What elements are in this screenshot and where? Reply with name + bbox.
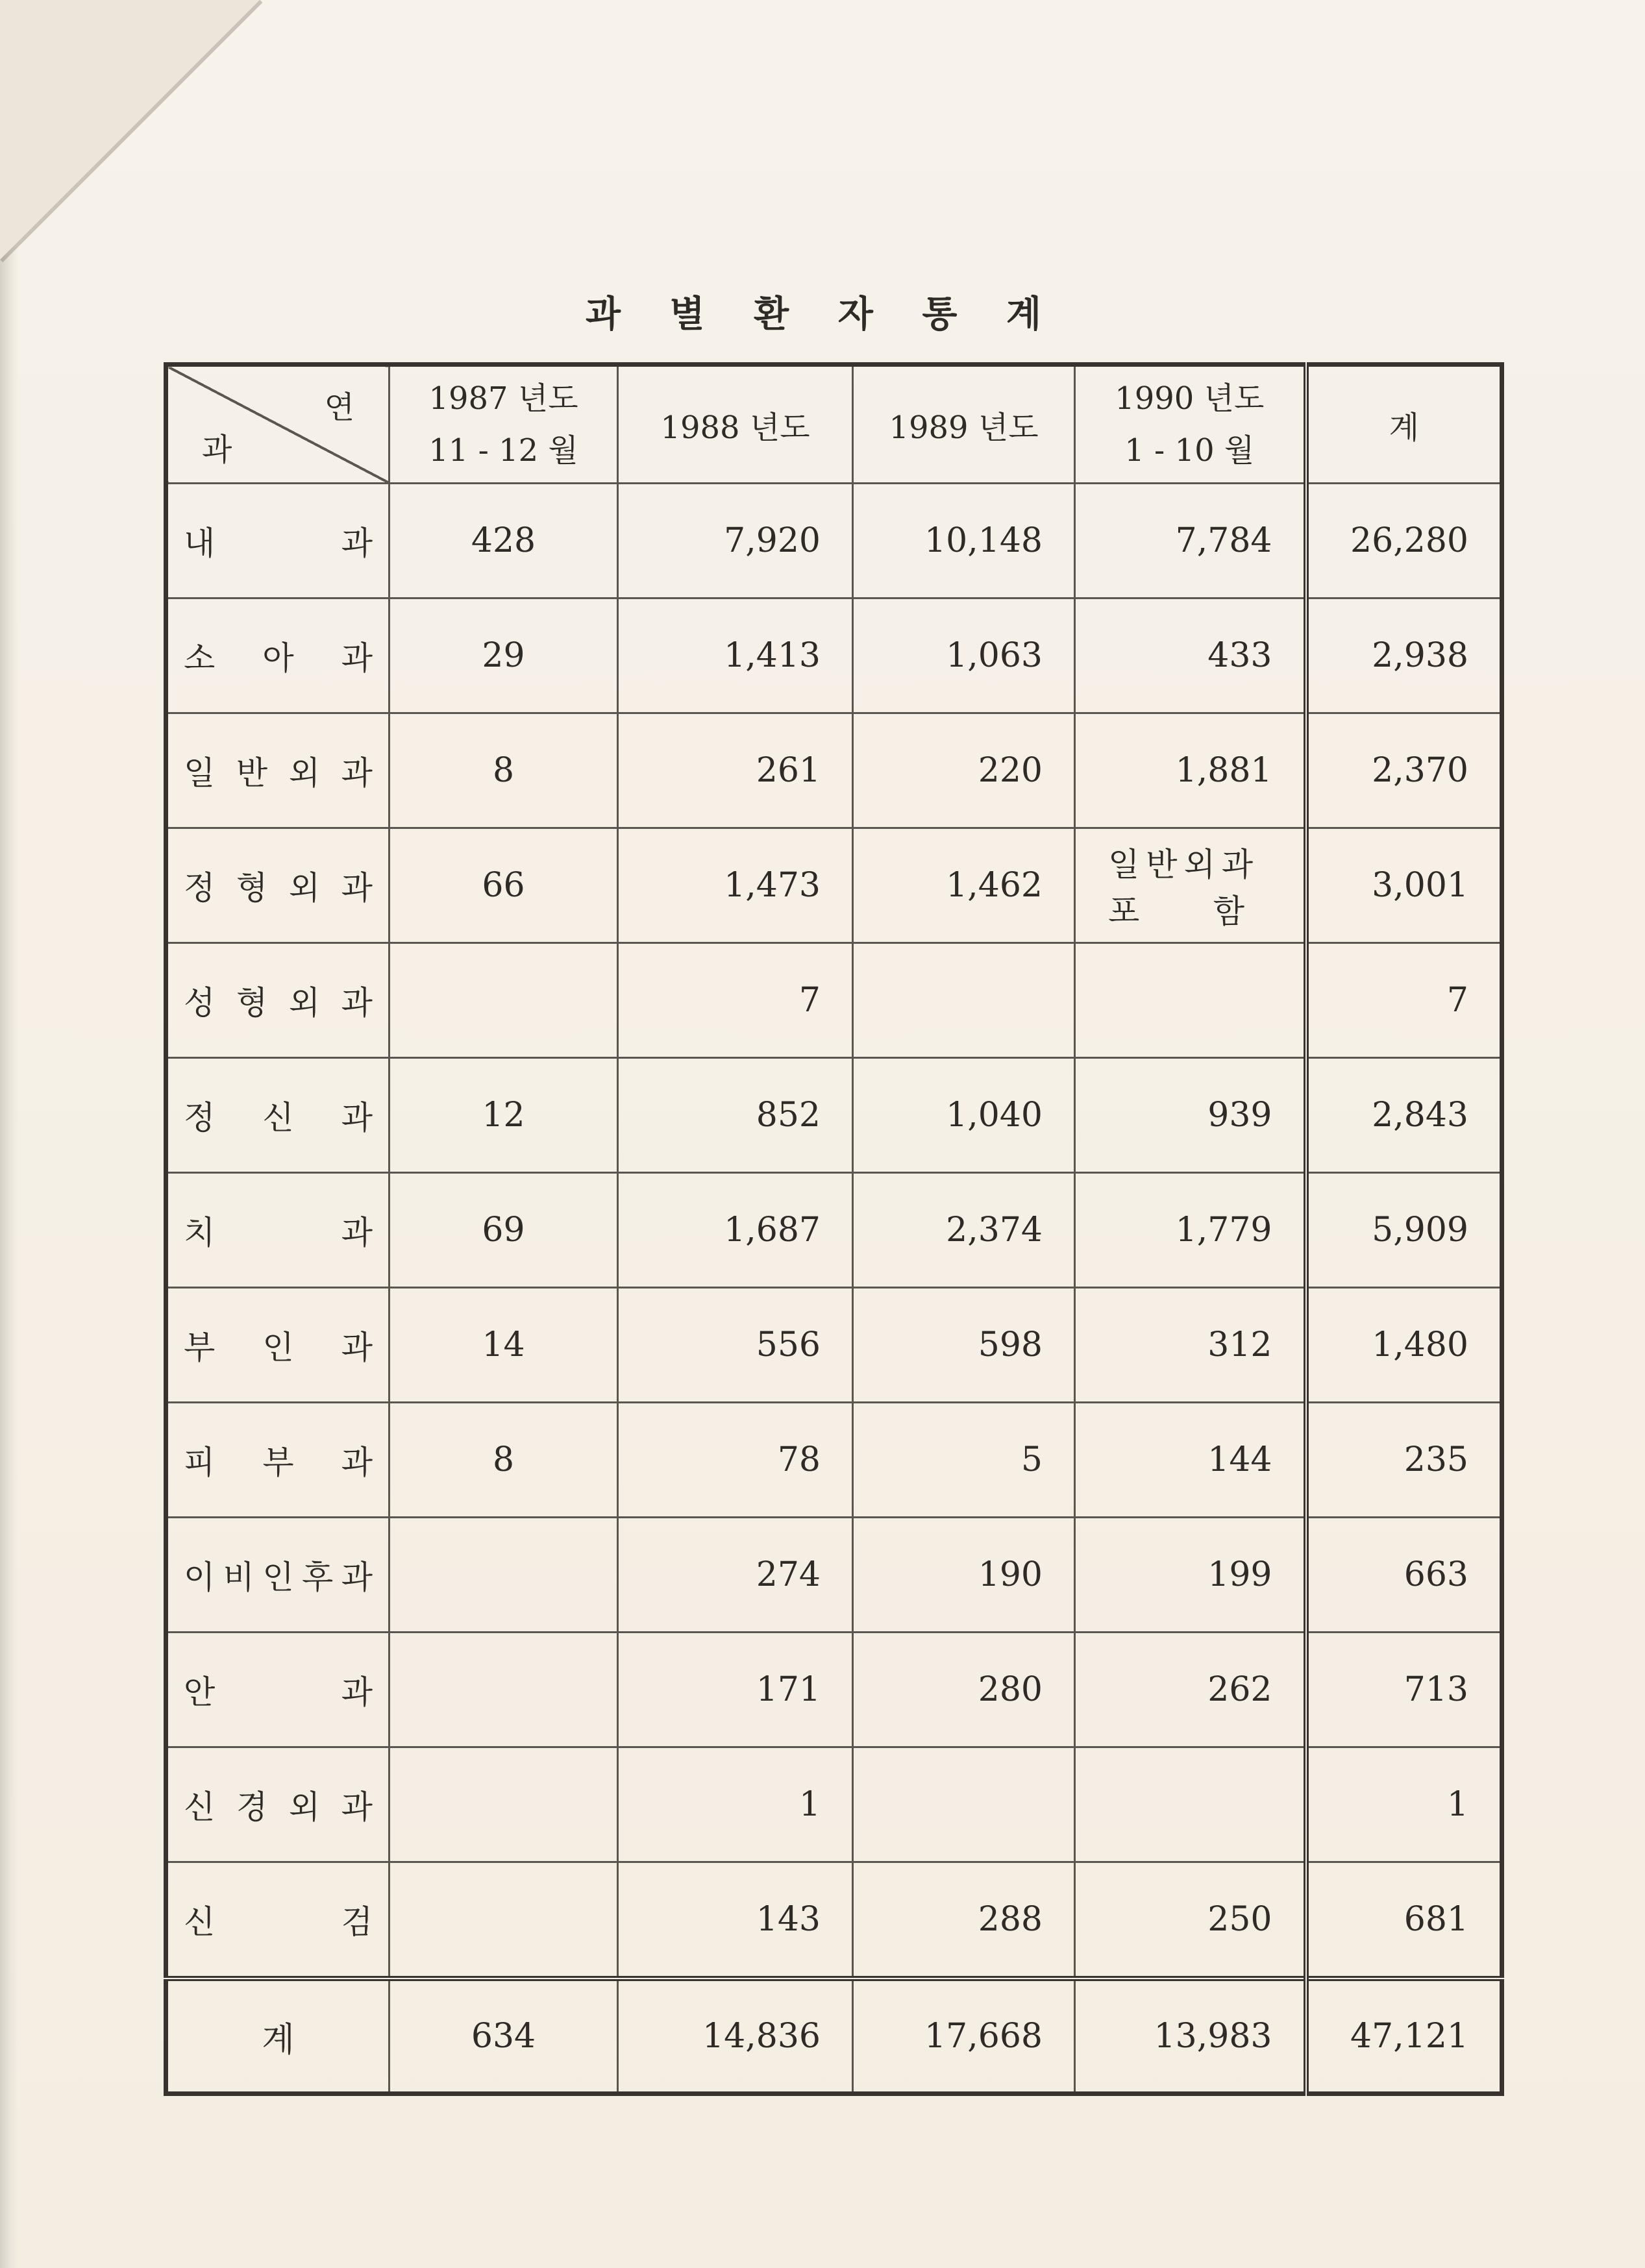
note-char: 포 bbox=[1108, 893, 1140, 930]
value-1989: 1,040 bbox=[853, 1058, 1075, 1173]
header-1990: 1990 년도 1 - 10 월 bbox=[1075, 365, 1306, 484]
dept-char: 형 bbox=[236, 984, 268, 1022]
dept-char: 과 bbox=[341, 1559, 373, 1596]
total-1988: 14,836 bbox=[618, 1978, 853, 2094]
value-1988: 1,413 bbox=[618, 598, 853, 713]
page-title: 과 별 환 자 통 계 bbox=[585, 293, 1060, 336]
dept-name bbox=[166, 1518, 390, 1633]
value-1987: 29 bbox=[390, 598, 618, 713]
total-1990: 13,983 bbox=[1075, 1978, 1306, 2094]
dept-char: 과 bbox=[341, 754, 373, 792]
value-1989: 220 bbox=[853, 713, 1075, 828]
dept-name bbox=[166, 1862, 390, 1979]
value-1987 bbox=[390, 1518, 618, 1633]
table-row bbox=[166, 1288, 1502, 1403]
table-row bbox=[166, 1747, 1502, 1862]
dept-name bbox=[166, 943, 390, 1058]
dept-char: 과 bbox=[341, 1214, 373, 1251]
value-total: 2,938 bbox=[1306, 598, 1502, 713]
value-1989 bbox=[853, 1747, 1075, 1862]
note-char: 함 bbox=[1213, 893, 1244, 930]
value-1989: 10,148 bbox=[853, 484, 1075, 598]
header-row bbox=[166, 365, 1502, 484]
value-1990 bbox=[1075, 943, 1306, 1058]
dept-name bbox=[166, 484, 390, 598]
dept-name bbox=[166, 598, 390, 713]
value-1988: 1 bbox=[618, 1747, 853, 1862]
dept-name bbox=[166, 1058, 390, 1173]
dept-char: 신 bbox=[262, 1099, 294, 1137]
value-1990: 262 bbox=[1075, 1633, 1306, 1747]
table-row bbox=[166, 1633, 1502, 1747]
table-row bbox=[166, 1058, 1502, 1173]
corner-dept-label: 과 bbox=[202, 432, 232, 468]
value-1987 bbox=[390, 1633, 618, 1747]
value-total: 663 bbox=[1306, 1518, 1502, 1633]
dept-char: 과 bbox=[341, 1444, 373, 1481]
dept-char: 과 bbox=[341, 524, 373, 562]
value-1990: 144 bbox=[1075, 1403, 1306, 1518]
value-1987: 14 bbox=[390, 1288, 618, 1403]
table-row bbox=[166, 598, 1502, 713]
value-1989: 190 bbox=[853, 1518, 1075, 1633]
value-1988: 7 bbox=[618, 943, 853, 1058]
value-total: 3,001 bbox=[1306, 828, 1502, 943]
dept-char: 과 bbox=[341, 639, 373, 677]
value-1990: 939 bbox=[1075, 1058, 1306, 1173]
note-line-2 bbox=[1108, 885, 1244, 932]
dept-char: 이 bbox=[184, 1559, 216, 1596]
value-total: 26,280 bbox=[1306, 484, 1502, 598]
value-1987 bbox=[390, 1747, 618, 1862]
value-1990: 312 bbox=[1075, 1288, 1306, 1403]
value-1989: 2,374 bbox=[853, 1173, 1075, 1288]
value-1989: 5 bbox=[853, 1403, 1075, 1518]
dept-char: 피 bbox=[184, 1444, 216, 1481]
value-1989: 598 bbox=[853, 1288, 1075, 1403]
dept-char: 부 bbox=[184, 1329, 216, 1366]
value-total: 681 bbox=[1306, 1862, 1502, 1979]
value-1987 bbox=[390, 943, 618, 1058]
header-1989: 1989 년도 bbox=[853, 365, 1075, 484]
value-total: 2,370 bbox=[1306, 713, 1502, 828]
grand-total: 47,121 bbox=[1306, 1978, 1502, 2094]
value-1990 bbox=[1075, 1747, 1306, 1862]
table-row bbox=[166, 828, 1502, 943]
value-total: 7 bbox=[1306, 943, 1502, 1058]
dept-char: 소 bbox=[184, 639, 216, 677]
header-1987: 1987 년도 11 - 12 월 bbox=[390, 365, 618, 484]
dept-char: 정 bbox=[184, 1099, 216, 1137]
value-1987: 8 bbox=[390, 713, 618, 828]
table-row bbox=[166, 713, 1502, 828]
dept-char: 안 bbox=[184, 1673, 216, 1711]
dept-char: 외 bbox=[288, 869, 321, 907]
dept-name bbox=[166, 1288, 390, 1403]
value-total: 5,909 bbox=[1306, 1173, 1502, 1288]
dept-char: 신 bbox=[184, 1903, 216, 1941]
dept-char: 반 bbox=[236, 754, 268, 792]
table-row bbox=[166, 1403, 1502, 1518]
value-total: 1 bbox=[1306, 1747, 1502, 1862]
value-1990: 7,784 bbox=[1075, 484, 1306, 598]
table-row bbox=[166, 484, 1502, 598]
value-1989: 288 bbox=[853, 1862, 1075, 1979]
value-1990: 433 bbox=[1075, 598, 1306, 713]
dept-char: 외 bbox=[288, 1788, 321, 1826]
dept-char: 경 bbox=[236, 1788, 268, 1826]
page-edge-shadow bbox=[0, 247, 18, 2268]
header-total: 계 bbox=[1306, 365, 1502, 484]
dept-char: 외 bbox=[288, 754, 321, 792]
dept-char: 과 bbox=[341, 1788, 373, 1826]
value-1990-note bbox=[1075, 828, 1306, 943]
corner-year-label: 연 bbox=[324, 389, 354, 426]
dept-char: 인 bbox=[262, 1559, 294, 1596]
value-1988: 1,473 bbox=[618, 828, 853, 943]
value-total: 235 bbox=[1306, 1403, 1502, 1518]
dept-char: 과 bbox=[341, 984, 373, 1022]
dept-char: 부 bbox=[262, 1444, 294, 1481]
total-1987: 634 bbox=[390, 1978, 618, 2094]
value-1987: 66 bbox=[390, 828, 618, 943]
dept-char: 검 bbox=[341, 1903, 373, 1941]
value-1988: 78 bbox=[618, 1403, 853, 1518]
dept-name bbox=[166, 1633, 390, 1747]
dept-name bbox=[166, 713, 390, 828]
dept-name bbox=[166, 1173, 390, 1288]
value-1988: 1,687 bbox=[618, 1173, 853, 1288]
dept-char: 아 bbox=[262, 639, 294, 677]
table-row bbox=[166, 943, 1502, 1058]
dept-char: 신 bbox=[184, 1788, 216, 1826]
dept-char: 과 bbox=[341, 1329, 373, 1366]
value-1989: 280 bbox=[853, 1633, 1075, 1747]
dept-char: 인 bbox=[262, 1329, 294, 1366]
value-1988: 143 bbox=[618, 1862, 853, 1979]
value-total: 1,480 bbox=[1306, 1288, 1502, 1403]
value-1989: 1,063 bbox=[853, 598, 1075, 713]
dept-char: 외 bbox=[288, 984, 321, 1022]
dept-char: 정 bbox=[184, 869, 216, 907]
totals-label: 계 bbox=[166, 1978, 390, 2094]
dept-char: 성 bbox=[184, 984, 216, 1022]
value-1987 bbox=[390, 1862, 618, 1979]
dept-name bbox=[166, 1747, 390, 1862]
dept-char: 과 bbox=[341, 869, 373, 907]
dept-char: 과 bbox=[341, 1099, 373, 1137]
table-row bbox=[166, 1518, 1502, 1633]
value-1990: 1,881 bbox=[1075, 713, 1306, 828]
corner-header bbox=[166, 365, 390, 484]
value-total: 2,843 bbox=[1306, 1058, 1502, 1173]
value-1990: 250 bbox=[1075, 1862, 1306, 1979]
table-row bbox=[166, 1173, 1502, 1288]
note-line-1: 일반외과 bbox=[1108, 846, 1260, 883]
dept-char: 내 bbox=[184, 524, 216, 562]
dept-name bbox=[166, 828, 390, 943]
dept-char: 일 bbox=[184, 754, 216, 792]
patient-statistics-table bbox=[164, 362, 1504, 2096]
header-1988: 1988 년도 bbox=[618, 365, 853, 484]
dept-char: 치 bbox=[184, 1214, 216, 1251]
value-1988: 852 bbox=[618, 1058, 853, 1173]
value-1989: 1,462 bbox=[853, 828, 1075, 943]
value-1990: 199 bbox=[1075, 1518, 1306, 1633]
value-1987: 428 bbox=[390, 484, 618, 598]
dept-char: 형 bbox=[236, 869, 268, 907]
dept-char: 비 bbox=[223, 1559, 254, 1596]
value-1987: 12 bbox=[390, 1058, 618, 1173]
value-1990: 1,779 bbox=[1075, 1173, 1306, 1288]
dept-char: 후 bbox=[302, 1559, 334, 1596]
value-1988: 261 bbox=[618, 713, 853, 828]
value-1987: 8 bbox=[390, 1403, 618, 1518]
total-1989: 17,668 bbox=[853, 1978, 1075, 2094]
table-body bbox=[166, 484, 1502, 1979]
table-row bbox=[166, 1862, 1502, 1979]
value-1988: 274 bbox=[618, 1518, 853, 1633]
dept-char: 과 bbox=[341, 1673, 373, 1711]
value-total: 713 bbox=[1306, 1633, 1502, 1747]
value-1988: 556 bbox=[618, 1288, 853, 1403]
value-1987: 69 bbox=[390, 1173, 618, 1288]
totals-row bbox=[166, 1978, 1502, 2094]
dept-name bbox=[166, 1403, 390, 1518]
value-1988: 171 bbox=[618, 1633, 853, 1747]
value-1989 bbox=[853, 943, 1075, 1058]
value-1988: 7,920 bbox=[618, 484, 853, 598]
